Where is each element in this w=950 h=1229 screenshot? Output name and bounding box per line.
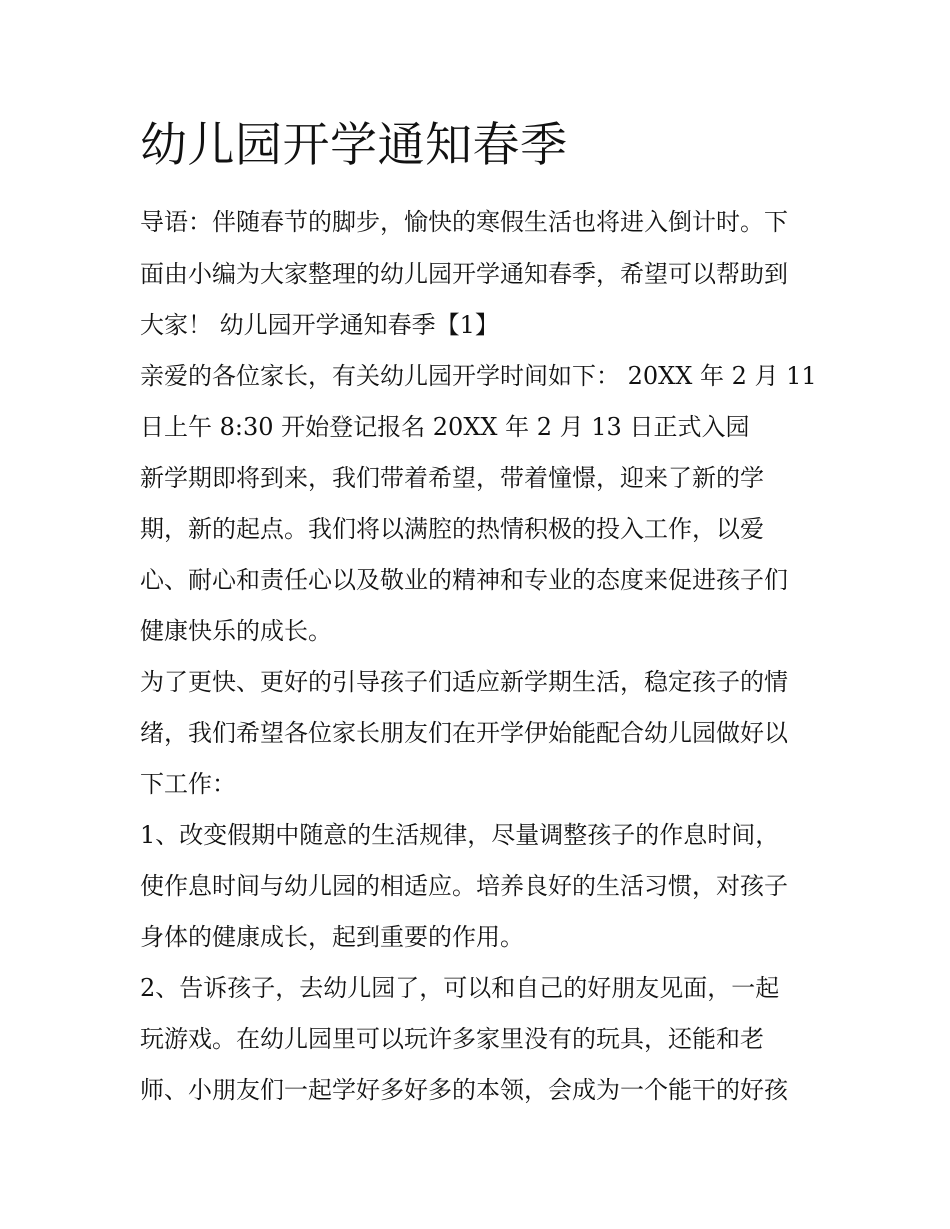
text-line: 健康快乐的成长。: [140, 617, 332, 645]
text-line: 使作息时间与幼儿园的相适应。培养良好的生活习惯，对孩子: [140, 872, 788, 900]
document-title: 幼儿园开学通知春季: [140, 118, 568, 173]
text-line: 玩游戏。在幼儿园里可以玩许多家里没有的玩具，还能和老: [140, 1025, 764, 1053]
text-line: 亲爱的各位家长，有关幼儿园开学时间如下： 20XX 年 2 月 11: [140, 362, 817, 390]
text-line: 日上午 8:30 开始登记报名 20XX 年 2 月 13 日正式入园: [140, 413, 750, 441]
text-line: 大家！ 幼儿园开学通知春季【1】: [140, 311, 499, 339]
text-line: 2、告诉孩子，去幼儿园了，可以和自己的好朋友见面，一起: [140, 974, 780, 1002]
text-line: 师、小朋友们一起学好多好多的本领，会成为一个能干的好孩: [140, 1076, 788, 1104]
text-line: 绪，我们希望各位家长朋友们在开学伊始能配合幼儿园做好以: [140, 719, 788, 747]
text-line: 导语：伴随春节的脚步，愉快的寒假生活也将进入倒计时。下: [140, 208, 788, 236]
text-line: 为了更快、更好的引导孩子们适应新学期生活，稳定孩子的情: [140, 668, 788, 696]
text-line: 新学期即将到来，我们带着希望，带着憧憬，迎来了新的学: [140, 464, 764, 492]
text-line: 面由小编为大家整理的幼儿园开学通知春季，希望可以帮助到: [140, 260, 788, 288]
text-line: 期，新的起点。我们将以满腔的热情积极的投入工作，以爱: [140, 515, 764, 543]
text-line: 1、改变假期中随意的生活规律，尽量调整孩子的作息时间，: [140, 821, 780, 849]
text-line: 下工作：: [140, 770, 236, 798]
text-line: 身体的健康成长，起到重要的作用。: [140, 923, 524, 951]
text-line: 心、耐心和责任心以及敬业的精神和专业的态度来促进孩子们: [140, 566, 788, 594]
